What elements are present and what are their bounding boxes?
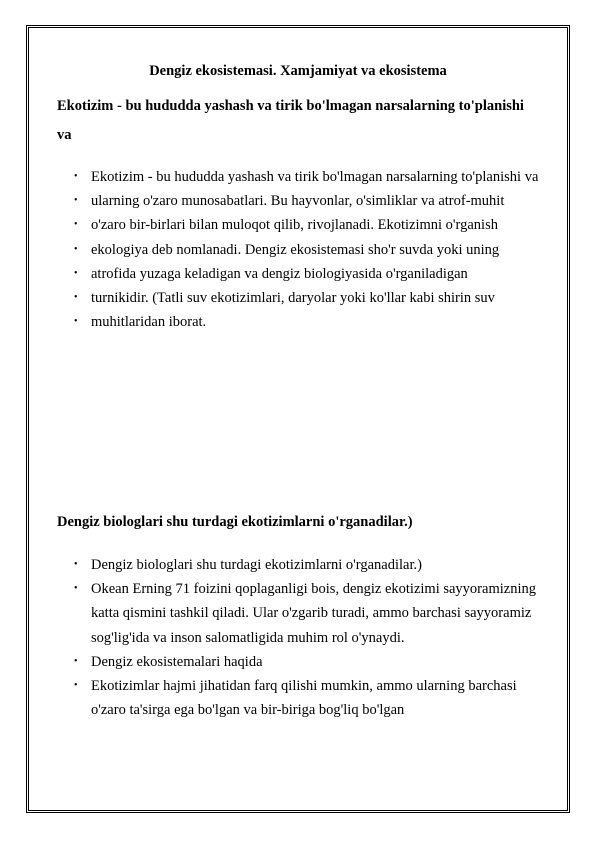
list-item [57, 310, 547, 334]
list-item [57, 650, 547, 674]
list-item-text: o'zaro bir-birlari bilan muloqot qilib, rivojlanadi. Ekotizimni o'rganish [91, 217, 498, 234]
bullet-icon: • [74, 680, 78, 692]
bullet-icon: • [74, 267, 78, 279]
list-item-text: Ekotizim - bu hududda yashash va tirik bo'lmagan narsalarning to'planishi va [91, 169, 539, 185]
list-item [57, 189, 547, 213]
bullet-icon: • [74, 655, 78, 667]
document-title: Dengiz ekosistemasi. Xamjamiyat va ekosistema [149, 63, 447, 79]
list-item-text: Ekotizimlar hajmi jihatidan farq qilishi mumkin, ammo ularning barchasi o'zaro ta'sirga ega bo'lgan va bir-biriga bog'liq bo'lgan [91, 678, 517, 719]
bullet-icon: • [74, 583, 78, 595]
bullet-icon: • [74, 219, 78, 231]
list-item-text: Dengiz ekosistemalari haqida [91, 653, 263, 670]
list-item [57, 286, 547, 310]
bullet-icon: • [74, 171, 78, 182]
list-item-text: ekologiya deb nomlanadi. Dengiz ekosistemasi sho'r suvda yoki uning [91, 241, 500, 258]
bullet-icon: • [74, 292, 78, 304]
bullet-list-dengiz [57, 553, 547, 722]
list-item-text: ularning o'zaro munosabatlari. Bu hayvonlar, o'simliklar va atrof-muhit [91, 193, 505, 210]
list-item [57, 238, 547, 262]
list-item-text: atrofida yuzaga keladigan va dengiz biologiyasida o'rganiladigan [91, 265, 468, 282]
list-item [57, 577, 547, 650]
section-heading-ekotizim: Ekotizim - bu hududda yashash va tirik bo'lmagan narsalarning to'planishi va [57, 98, 524, 143]
list-item [57, 213, 547, 237]
list-item [57, 674, 547, 722]
list-item-text: Dengiz biologlari shu turdagi ekotizimlarni o'rganadilar.) [91, 557, 422, 573]
list-item [57, 553, 547, 577]
bullet-icon: • [74, 195, 78, 207]
bullet-icon: • [74, 559, 78, 570]
list-item-text: turnikidir. (Tatli suv ekotizimlari, daryolar yoki ko'llar kabi shirin suv [91, 290, 495, 307]
bullet-list-ekotizim [57, 165, 547, 334]
list-item-text: Okean Erning 71 foizini qoplaganligi bois, dengiz ekotizimi sayyoramizning katta qismini tashkil qiladi. Ular o'zgarib turadi, ammo barchasi sayyoramiz sog'lig'ida va inson salomatligida muhim rol o'ynaydi. [91, 581, 536, 646]
list-item [57, 165, 547, 189]
list-item-text: muhitlaridan iborat. [91, 314, 207, 331]
bullet-icon: • [74, 243, 78, 255]
list-item [57, 262, 547, 286]
bullet-icon: • [74, 316, 78, 328]
section-heading-dengiz-biologlari: Dengiz biologlari shu turdagi ekotizimlarni o'rganadilar.) [57, 514, 413, 530]
